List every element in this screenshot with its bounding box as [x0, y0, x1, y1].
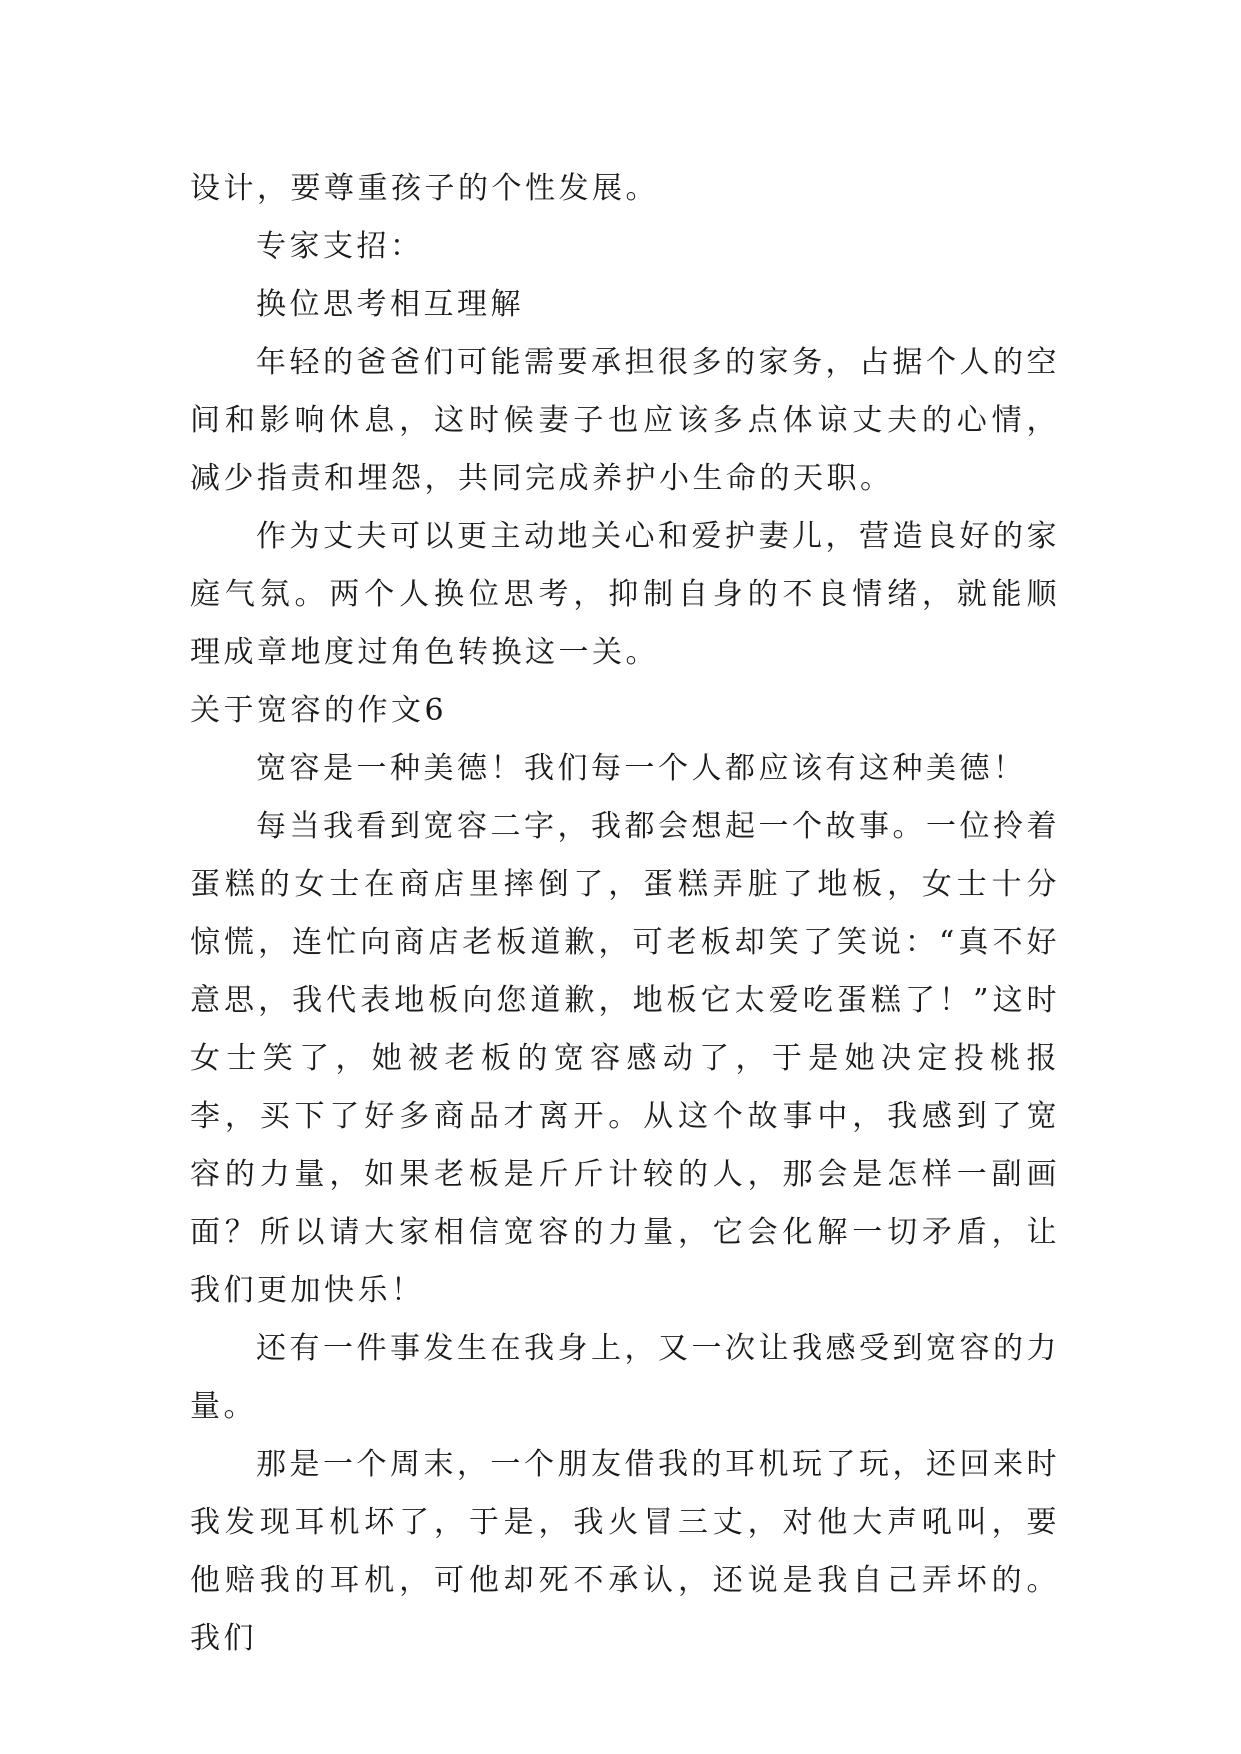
paragraph: 还有一件事发生在我身上，又一次让我感受到宽容的力量。 [190, 1331, 1060, 1424]
essay-title: 关于宽容的作文6 [190, 693, 448, 728]
paragraph: 作为丈夫可以更主动地关心和爱护妻儿，营造良好的家庭气氛。两个人换位思考，抑制自身的不良情绪，就能顺理成章地度过角色转换这一关。 [190, 519, 1060, 670]
paragraph: 每当我看到宽容二字，我都会想起一个故事。一位拎着蛋糕的女士在商店里摔倒了，蛋糕弄脏了地板，女士十分惊慌，连忙向商店老板道歉，可老板却笑了笑说：“真不好意思，我代表地板向您道歉，地板它太爱吃蛋糕了！”这时女士笑了，她被老板的宽容感动了，于是她决定投桃报李，买下了好多商品才离开。从这个故事中，我感到了宽容的力量，如果老板是斤斤计较的人，那会是怎样一副画面？所以请大家相信宽容的力量，它会化解一切矛盾，让我们更加快乐！ [190, 809, 1060, 1308]
paragraph: 设计，要尊重孩子的个性发展。 [190, 171, 659, 206]
paragraph: 那是一个周末，一个朋友借我的耳机玩了玩，还回来时我发现耳机坏了，于是，我火冒三丈，对他大声吼叫，要他赔我的耳机，可他却死不承认，还说是我自己弄坏的。我们 [190, 1447, 1060, 1656]
section-label: 专家支招： [256, 229, 424, 264]
paragraph: 年轻的爸爸们可能需要承担很多的家务，占据个人的空间和影响休息，这时候妻子也应该多点体谅丈夫的心情，减少指责和埋怨，共同完成养护小生命的天职。 [190, 345, 1060, 496]
section-subtitle: 换位思考相互理解 [256, 287, 524, 322]
paragraph: 宽容是一种美德！我们每一个人都应该有这种美德！ [256, 751, 1027, 786]
document-body [190, 160, 1060, 1668]
